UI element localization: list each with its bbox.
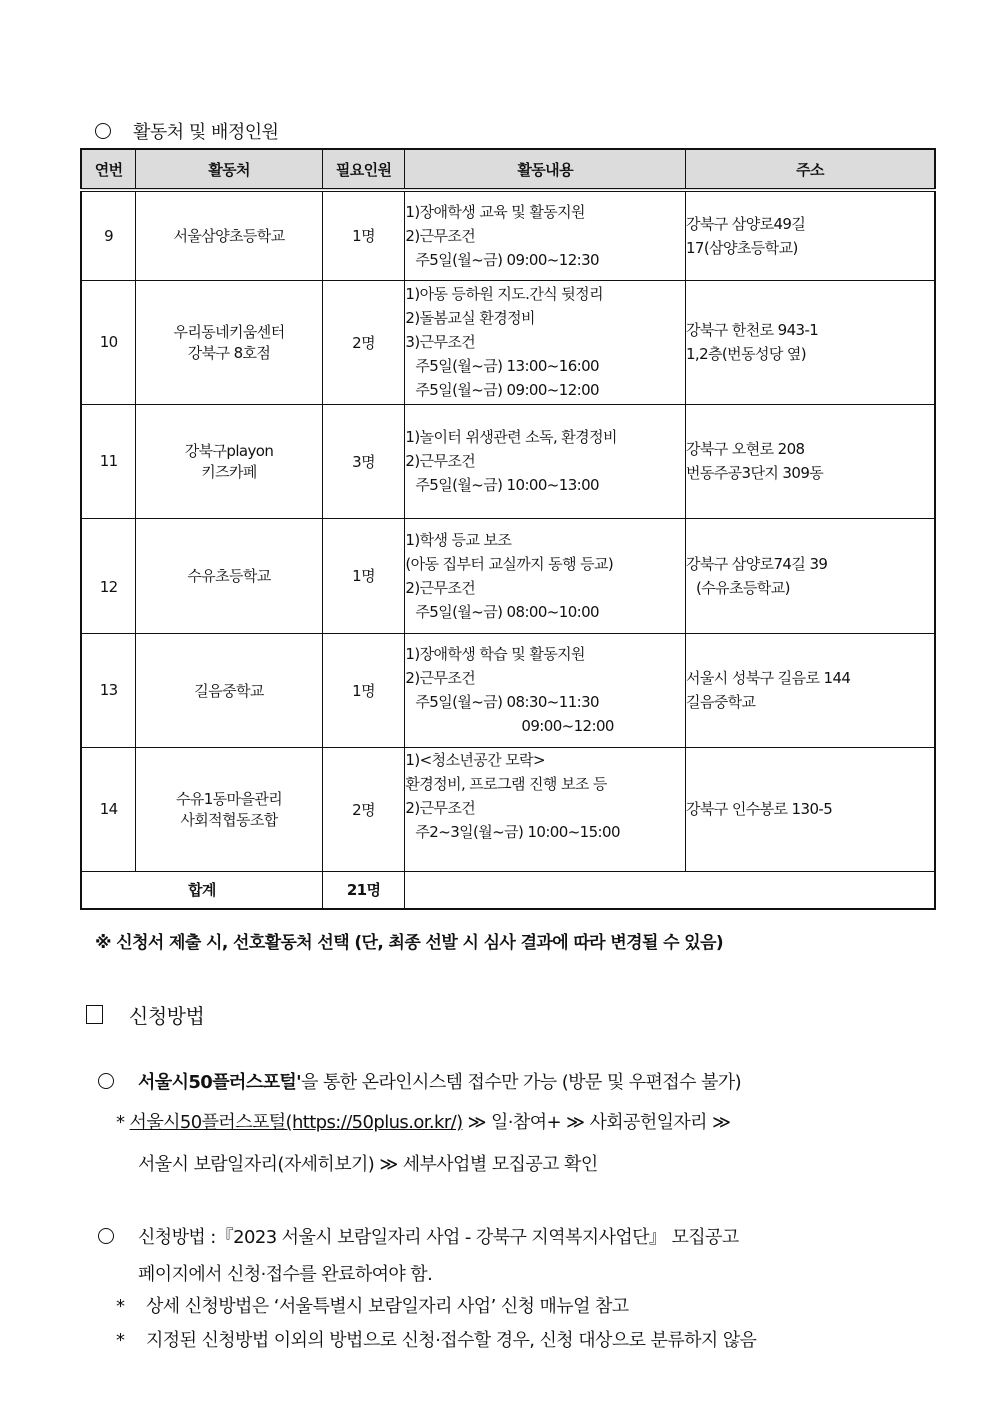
- activity-line: 주5일(월~금) 09:00~12:30: [415, 250, 599, 269]
- place-line: 강북구 8호점: [187, 344, 271, 362]
- row-activity: [405, 518, 686, 633]
- activity-line: 2)근무조건: [405, 798, 476, 817]
- activity-line: 2)근무조건: [405, 669, 476, 687]
- table-row: [81, 633, 935, 747]
- row-no: 14: [81, 747, 136, 871]
- asterisk-marker: *: [116, 1112, 130, 1133]
- activity-line: 2)근무조건: [405, 226, 476, 245]
- address-line: (수유초등학교): [695, 578, 790, 597]
- activity-line: 1)놀이터 위생관련 소독, 환경정비: [405, 428, 617, 446]
- table-row: [81, 518, 935, 633]
- total-count: 21명: [322, 871, 405, 909]
- activity-line: 1)장애학생 교육 및 활동지원: [405, 202, 585, 221]
- asterisk-icon: *: [116, 1330, 125, 1351]
- address-line: 강북구 오현로 208: [685, 440, 805, 458]
- row-count: 1명: [322, 518, 405, 633]
- address-line: 번동주공3단지 309동: [685, 464, 824, 482]
- row-place: [136, 190, 323, 280]
- header-no: 연번: [81, 149, 136, 190]
- row-place: [136, 518, 323, 633]
- nav-path: ≫ 일·참여+ ≫ 사회공헌일자리 ≫: [462, 1112, 731, 1133]
- address-line: 서울시 성북구 길음로 144: [685, 669, 851, 687]
- row-count: 1명: [322, 190, 405, 280]
- address-line: 강북구 삼양로74길 39: [685, 554, 828, 573]
- apply-item-2-line1: 신청방법 :『2023 서울시 보람일자리 사업 - 강북구 지역복지사업단』 모집공고: [138, 1227, 739, 1248]
- apply-item-1-text: [138, 1068, 741, 1094]
- row-address: [685, 280, 935, 404]
- activity-line: 1)장애학생 학습 및 활동지원: [405, 645, 585, 663]
- row-no: 10: [81, 280, 136, 404]
- apply-note-2: [116, 1326, 756, 1352]
- apply-item-1: [98, 1068, 741, 1094]
- row-place: [136, 404, 323, 518]
- address-line: 강북구 인수봉로 130-5: [685, 800, 833, 818]
- apply-item-2-line2: 페이지에서 신청·접수를 완료하여야 함.: [138, 1264, 433, 1285]
- asterisk-icon: *: [116, 1296, 125, 1317]
- header-count: 필요인원: [322, 149, 405, 190]
- row-place: [136, 280, 323, 404]
- activity-line: 2)근무조건: [405, 452, 476, 470]
- activity-line: 1)<청소년공간 모락>: [405, 750, 545, 769]
- row-address: [685, 404, 935, 518]
- place-line: 길음중학교: [194, 681, 264, 700]
- activity-line: 주5일(월~금) 08:30~11:30: [415, 693, 599, 711]
- row-address: [685, 190, 935, 280]
- portal-link[interactable]: 서울시50플러스포털(https://50plus.or.kr/): [129, 1112, 463, 1133]
- activity-line: 환경정비, 프로그램 진행 보조 등: [405, 774, 607, 793]
- row-activity: [405, 404, 686, 518]
- row-activity: [405, 633, 686, 747]
- row-address: [685, 518, 935, 633]
- place-line: 사회적협동조합: [180, 811, 278, 829]
- place-line: 서울삼양초등학교: [173, 227, 285, 246]
- roster-table: [80, 148, 936, 910]
- apply-item-1-sub-line2: 서울시 보람일자리(자세히보기) ≫ 세부사업별 모집공고 확인: [138, 1154, 598, 1175]
- row-activity: [405, 280, 686, 404]
- row-count: 1명: [322, 633, 405, 747]
- activity-line: 3)근무조건: [405, 333, 476, 351]
- address-line: 17(삼양초등학교): [685, 238, 798, 257]
- total-empty-cell: [405, 871, 935, 909]
- row-count: 2명: [322, 747, 405, 871]
- apply-heading-text: 신청방법: [129, 1004, 205, 1028]
- header-place: 활동처: [136, 149, 323, 190]
- row-activity: [405, 190, 686, 280]
- section-title-text: 활동처 및 배정인원: [133, 122, 279, 143]
- row-no: 11: [81, 404, 136, 518]
- address-line: 1,2층(번동성당 옆): [685, 345, 807, 363]
- place-line: 수유초등학교: [187, 567, 271, 585]
- activity-line: (아동 집부터 교실까지 동행 등교): [405, 554, 614, 573]
- square-bullet-icon: [86, 1005, 103, 1024]
- row-no: 9: [81, 190, 136, 280]
- activity-line: 2)돌봄교실 환경정비: [405, 309, 535, 327]
- activity-line: 1)아동 등하원 지도.간식 뒷정리: [405, 285, 603, 303]
- row-address: [685, 633, 935, 747]
- row-count: 2명: [322, 280, 405, 404]
- row-place: [136, 747, 323, 871]
- place-line: 강북구playon: [184, 442, 274, 460]
- apply-note-1: [116, 1292, 629, 1318]
- apply-heading: [86, 1000, 204, 1029]
- activity-line: 주5일(월~금) 08:00~10:00: [415, 602, 599, 621]
- apply-note-1-text: 상세 신청방법은 ‘서울특별시 보람일자리 사업’ 신청 매뉴얼 참고: [146, 1296, 629, 1317]
- activity-line: 주2~3일(월~금) 10:00~15:00: [415, 822, 620, 841]
- circle-bullet-icon: [98, 1073, 114, 1089]
- activity-line: 09:00~12:00: [521, 717, 614, 735]
- row-address: [685, 747, 935, 871]
- table-row: [81, 280, 935, 404]
- row-no: 13: [81, 633, 136, 747]
- place-line: 수유1동마을관리: [175, 790, 283, 808]
- table-total-row: [81, 871, 935, 909]
- activity-line: 1)학생 등교 보조: [405, 530, 512, 549]
- row-no: 12: [81, 518, 136, 633]
- address-line: 길음중학교: [685, 693, 756, 711]
- apply-item-1-sub: [116, 1108, 730, 1134]
- header-address: 주소: [685, 149, 935, 190]
- place-line: 키즈카페: [201, 463, 257, 481]
- table-row: [81, 404, 935, 518]
- apply-note-2-text: 지정된 신청방법 이외의 방법으로 신청·접수할 경우, 신청 대상으로 분류하지 않음: [146, 1330, 757, 1351]
- header-activity: 활동내용: [405, 149, 686, 190]
- apply-item-2: [98, 1223, 739, 1249]
- row-place: [136, 633, 323, 747]
- row-count: 3명: [322, 404, 405, 518]
- place-line: 우리동네키움센터: [173, 323, 285, 341]
- circle-bullet-icon: [98, 1228, 114, 1244]
- section-title: [95, 118, 279, 144]
- table-row: [81, 747, 935, 871]
- total-label: 합계: [81, 871, 322, 909]
- activity-line: 주5일(월~금) 09:00~12:00: [415, 381, 599, 399]
- activity-line: 2)근무조건: [405, 578, 476, 597]
- address-line: 강북구 한천로 943-1: [685, 321, 819, 339]
- row-activity: [405, 747, 686, 871]
- address-line: 강북구 삼양로49길: [685, 214, 806, 233]
- apply-item-1-rest: 을 통한 온라인시스템 접수만 가능 (방문 및 우편접수 불가): [301, 1072, 742, 1093]
- activity-line: 주5일(월~금) 13:00~16:00: [415, 357, 599, 375]
- table-header-row: [81, 149, 935, 190]
- table-row: [81, 190, 935, 280]
- portal-name: 서울시50플러스포털': [138, 1072, 302, 1093]
- activity-line: 주5일(월~금) 10:00~13:00: [415, 476, 599, 494]
- selection-note: ※ 신청서 제출 시, 선호활동처 선택 (단, 최종 선발 시 심사 결과에 따라 변경될 수 있음): [95, 933, 724, 953]
- circle-bullet-icon: [95, 123, 111, 139]
